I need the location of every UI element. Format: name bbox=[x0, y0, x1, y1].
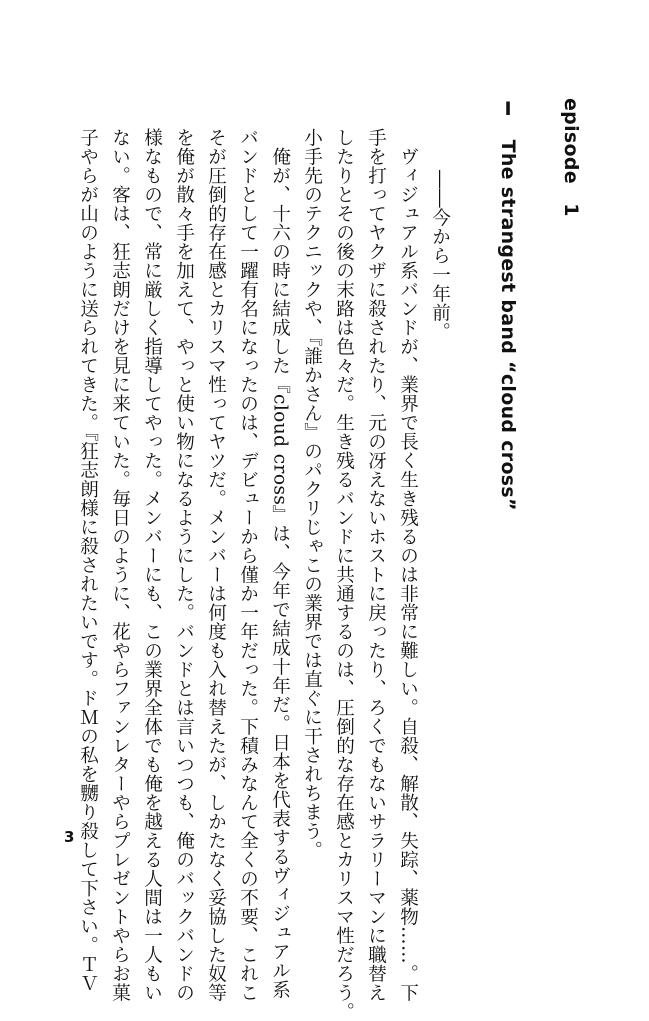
body-line: バンドとして一躍有名になったのは、デビューから僅か一年だった。下積みなんて全くの不要、これこ bbox=[237, 128, 259, 1002]
body-line: ない。客は、狂志朗だけを見に来ていた。毎日のように、花やらファンレターやらプレゼントやらお菓 bbox=[109, 128, 131, 1002]
body-line: そが圧倒的存在感とカリスマ性ってヤツだ。メンバーは何度も入れ替えたが、しかたなく妥協した奴等 bbox=[205, 128, 227, 1002]
body-line: 様なもので、常に厳しく指導してやった。メンバーにも、この業界全体でも俺を越える人間は一人もい bbox=[141, 128, 163, 1002]
chapter-title: Ⅰ The strangest band “cloud cross” bbox=[497, 98, 519, 511]
body-line: ヴィジュアル系バンドが、業界で長く生き残るのは非常に難しい。自殺、解散、失踪、薬物……。下 bbox=[397, 128, 419, 1002]
body-line: を俺が散々手を加えて、やっと使い物になるようにした。バンドとは言いつつも、俺のバックバンドの bbox=[173, 128, 195, 1002]
body-line: ――今から一年前。 bbox=[429, 170, 451, 341]
body-line: 子やらが山のように送られてきた。『狂志朗様に殺されたいです。ドＭの私を嬲り殺して下さい。ＴＶ bbox=[77, 128, 99, 993]
page-number: 3 bbox=[64, 828, 75, 846]
episode-label: episode 1 bbox=[560, 98, 582, 217]
body-line: 俺が、十六の時に結成した『cloud cross』は、今年で結成十年だ。日本を代表するヴィジュアル系 bbox=[269, 128, 291, 1000]
body-line: 手を打ってヤクザに殺されたり、元の冴えないホストに戻ったり、ろくでもないサラリーマンに職替え bbox=[365, 128, 387, 1002]
body-line: したりとその後の末路は色々だ。生き残るバンドに共通するのは、圧倒的な存在感とカリスマ性だろう。 bbox=[333, 128, 355, 1021]
body-line: 小手先のテクニックや、『誰かさん』のパクリじゃこの業界では直ぐに干されちまう。 bbox=[301, 128, 323, 860]
